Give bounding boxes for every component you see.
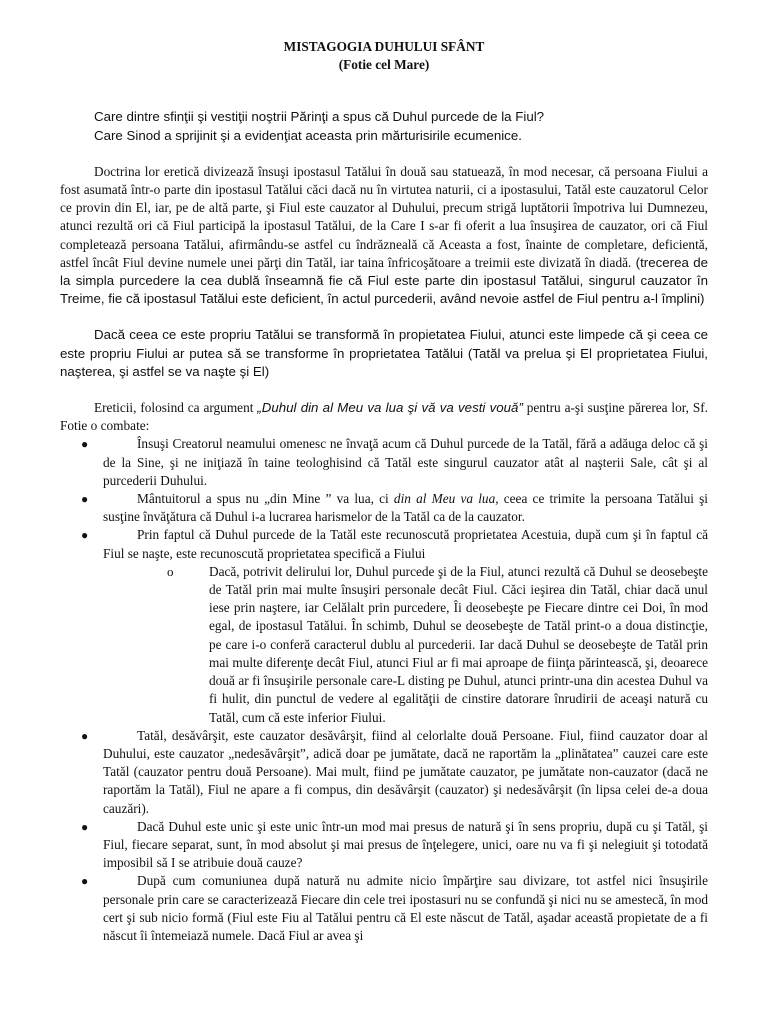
argument-list xyxy=(60,435,708,945)
paragraph-2-text: Dacă ceea ce este propriu Tatălui se transformă în propietatea Fiului, atunci este limpede că şi ceea ce este propriu Fiului ar putea să se transforme în proprietatea Tatălui (Tatăl va prelua şi El proprietatea Fiului, naşterea, şi astfel se va naşte şi El) xyxy=(60,327,708,379)
document-subtitle: (Fotie cel Mare) xyxy=(338,57,430,73)
list-item xyxy=(60,727,708,818)
list-item xyxy=(60,490,708,526)
paragraph-1 xyxy=(60,163,708,309)
list-item-text: Dacă Duhul este unic şi este unic într-un mod mai presus de natură şi în sens propriu, după cu şi Tatăl, şi Fiul, fiecare separat, sunt, în mod absolut şi mai presus de înţelegere, unici, oare nu va fi şi nelegiuit şi totodată imposibil să I se atribuie două cauze? xyxy=(103,818,708,871)
sub-list xyxy=(60,563,708,727)
list-item-text: Prin faptul că Duhul purcede de la Tatăl este recunoscută proprietatea Acestuia, după cum şi în faptul că Fiul se naşte, este recunoscută proprietatea specifică a Fiului xyxy=(103,527,708,561)
circle-bullet-icon: o xyxy=(167,563,174,579)
sublist-wrapper xyxy=(60,563,708,727)
sub-list-item-text: Dacă, potrivit delirului lor, Duhul purcede şi de la Fiul, atunci rezultă că Duhul se deosebeşte de Tatăl prin mai multe însuşiri personale decât Fiul. Căci ieşirea din Tatăl, chiar dacă unul iese prin naştere, iar Celălalt prin purcedere, Îi deosebeşte pe Fiecare dintre cei Doi, în mod egal, de ipostasul Tatălui. În schimb, Duhul se deosebeşte de Tatăl print-o a doua distincţie, pe care i-o conferă caracterul dublu al purcederii. Iar dacă Duhul se deosebeşte de Tatăl prin mai multe diferenţe decât Fiul, atunci Fiul ar fi mai aproape de fiinţa părintească, şi, deoarece două ar fi însuşirile personale care-L disting pe Duhul, atunci printr-una din acestea Duhul va fi hulit, din punctul de vedere al egalităţii de cinstire datorare înrudirii de aceaşi natură cu Tatăl, cum că este inferior Fiului. xyxy=(209,563,708,725)
bullet-icon: ● xyxy=(81,728,89,743)
list-item-text: După cum comuniunea după natură nu admite nicio împărţire sau divizare, tot astfel nici însuşirile personale prin care se caracterizează Fiecare din cele trei ipostasuri nu se confundă şi nici nu se amestecă, în mod cert şi sub nicio formă (Fiul este Fiu al Tatălui pentru că El este născut de Tatăl, aşadar această propietate de a fi născut îi întemeiază numele. Dacă Fiul ar avea şi xyxy=(103,873,708,943)
paragraph-3-quote: „Duhul din al Meu va lua şi vă va vesti vouă” xyxy=(257,400,523,416)
bullet-icon: ● xyxy=(81,437,89,452)
paragraph-3-post: pentru a-şi susţine părerea lor, Sf. Fotie o combate: xyxy=(60,400,708,434)
list-item xyxy=(60,872,708,945)
list-item xyxy=(60,435,708,490)
list-item-text: Tatăl, desăvârşit, este cauzator desăvârşit, fiind al celorlalte două Persoane. Fiul, fiind cauzator doar al Duhului, este cauzator „nedesăvârşit”, adică doar pe jumătate, dacă ne raportăm la „plinătatea” cauzei care este Tatăl (cauzator pentru două Persoane). Mai mult, fiind pe jumătate cauzator, pe jumătate non-cauzator (dacă ne raportăm la Tatăl), Fiul ne apare a fi compus, din desăvârşit (cauzator) şi nedesăvârşit (în lipsa celei de-a doua cauzări). xyxy=(103,727,708,816)
list-item xyxy=(60,818,708,873)
list-item-italic: din al Meu va lua, xyxy=(393,491,499,507)
bullet-icon: ● xyxy=(81,819,89,834)
list-item-text: Însuşi Creatorul neamului omenesc ne învaţă acum că Duhul purcede de la Tatăl, fără a adăuga deloc că şi de la Sine, şi ne iniţiază în taine teologhisind că Tatăl este singurul cauzator atât al naşterii Sale, cât şi al purcederii Duhului. xyxy=(103,436,708,488)
document-title: MISTAGOGIA DUHULUI SFÂNT xyxy=(283,39,485,54)
list-item-pre: Mântuitorul a spus nu „din Mine ” va lua, ci xyxy=(137,491,394,507)
sub-list-item xyxy=(60,563,708,727)
list-item-post: ceea ce trimite la persoana Tatălui şi susţine învăţătura că Duhul i-a lucrarea harismelor de la Tatăl ca de la cauzator. xyxy=(103,491,708,525)
paragraph-3-pre: Ereticii, folosind ca argument xyxy=(94,400,258,416)
paragraph-1-note: (trecerea de la simpla purcedere la cea dublă înseamnă fie că Fiul este parte din ipostasul Tatălui, singurul cauzator în Treime, fie că ipostasul Tatălui este deficient, în actul purcederii, având nevoie astfel de Fiul pentru a-l împlini) xyxy=(60,254,708,307)
paragraph-2 xyxy=(60,326,708,381)
bullet-icon: ● xyxy=(81,874,89,889)
bullet-icon: ● xyxy=(81,528,89,543)
question-1: Care dintre sfinţii şi vestiţii noştrii Părinţi a spus că Duhul purcede de la Fiul? xyxy=(94,109,545,125)
bullet-icon: ● xyxy=(81,492,89,507)
paragraph-3 xyxy=(60,399,708,435)
paragraph-1-main: Doctrina lor eretică divizează însuşi ipostasul Tatălui în două sau statuează, în mod necesar, că persoana Fiului a fost asumată într-o parte din ipostasul Tatălui căci dacă nu în virtutea naturii, ci a ipostasului, Tatăl este cauzatorul Celor ce provin din El, iar, pe de altă parte, şi Fiul este cauzator al Duhului, precum strigă luptătorii împotriva lui Dumnezeu, atunci rezultă ori că Fiul participă la ipostasul Tatălui, de la Care I s-ar fi oferit a lua însuşirea de cauzator, ori că Fiul completează persoana Tatălui, afirmându-se astfel cu îndrăzneală că Aceasta a fost, înainte de completare, deficientă, astfel încât Fiul devine numele unei părţi din Tatăl, iar taina înfricoşătoare a treimii este divizată în diadă. xyxy=(60,163,708,270)
question-2: Care Sinod a sprijinit şi a evidenţiat aceasta prin mărturisirile ecumenice. xyxy=(94,127,522,143)
list-item xyxy=(60,526,708,726)
